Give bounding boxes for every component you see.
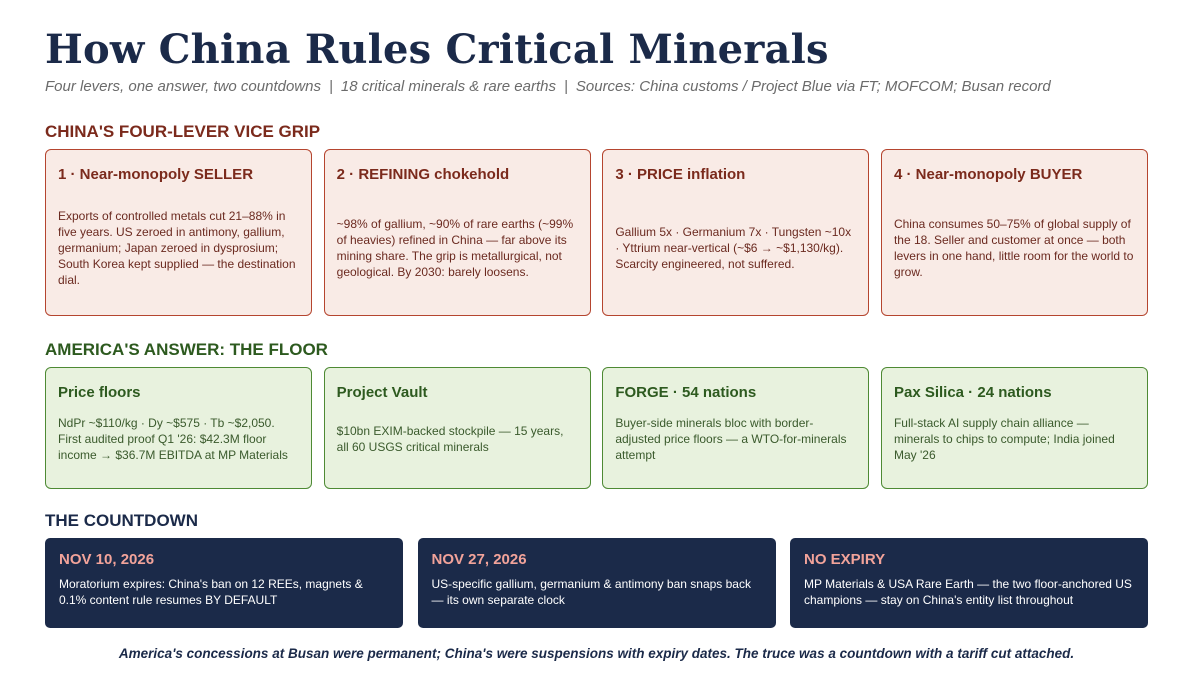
page: [45, 0, 1148, 675]
page-title: How China Rules Critical Minerals: [45, 26, 829, 73]
card-title: 4 · Near-monopoly BUYER: [893, 166, 1083, 183]
card-body-text: MP Materials & USA Rare Earth — the two floor-anchored US champions — stay on China's entity list throughout: [804, 577, 1132, 607]
section-heading-vice-grip: CHINA'S FOUR-LEVER VICE GRIP: [45, 122, 321, 141]
card-body-text: China consumes 50–75% of global supply of the 18. Seller and customer at once — both levers in one hand, little room for the world to grow.: [893, 217, 1134, 279]
card-body-text: Moratorium expires: China's ban on 12 REEs, magnets & 0.1% content rule resumes BY DEFAULT: [59, 577, 363, 607]
page-subtitle: [45, 78, 1051, 95]
card-title: 1 · Near-monopoly SELLER: [58, 166, 254, 183]
floor-card-forge: [602, 367, 869, 489]
card-body-text: Exports of controlled metals cut 21–88% in five years. US zeroed in antimony, gallium, germanium; Japan zeroed in dysprosium; South Korea kept supplied — the destination dial.: [58, 209, 296, 287]
subtitle-separator: |: [563, 78, 568, 95]
card-body: [337, 401, 578, 476]
card-body-text: Full-stack AI supply chain alliance — minerals to chips to compute; India joined May '26: [893, 415, 1115, 462]
countdown-date: NOV 10, 2026: [59, 551, 155, 568]
card-body: [615, 183, 856, 303]
card-body: [615, 401, 856, 476]
card-title: 2 · REFINING chokehold: [336, 166, 510, 183]
subtitle-part: Sources: China customs / Project Blue via FT; MOFCOM; Busan record: [575, 78, 1051, 95]
section-heading-floor: AMERICA'S ANSWER: THE FLOOR: [45, 340, 328, 359]
card-title: Price floors: [58, 384, 141, 401]
card-body: [894, 401, 1135, 476]
card-body-text: NdPr ~$110/kg · Dy ~$575 · Tb ~$2,050. First audited proof Q1 '26: $42.3M floor income → $36.7M EBITDA at MP Materials: [58, 415, 288, 462]
vice-grip-cards: [45, 149, 1148, 316]
card-body: [894, 183, 1135, 303]
card-title: Project Vault: [336, 384, 428, 401]
lever-card-buyer: [881, 149, 1148, 316]
card-title: 3 · PRICE inflation: [615, 166, 746, 183]
lever-card-seller: [45, 149, 312, 316]
section-heading-countdown: THE COUNTDOWN: [45, 511, 198, 530]
floor-card-price-floors: [45, 367, 312, 489]
card-body: [58, 183, 299, 303]
card-body-text: Gallium 5x · Germanium 7x · Tungsten ~10x · Yttrium near-vertical (~$6 → ~$1,130/kg). Scarcity engineered, not suffered.: [615, 225, 852, 271]
card-body-text: $10bn EXIM-backed stockpile — 15 years, all 60 USGS critical minerals: [336, 423, 564, 454]
card-body: [59, 568, 389, 618]
countdown-cards: [45, 538, 1148, 628]
card-body-text: Buyer-side minerals bloc with border-adjusted price floors — a WTO-for-minerals attempt: [615, 415, 847, 462]
countdown-card-nov-10: [45, 538, 403, 628]
subtitle-separator: |: [328, 78, 333, 95]
countdown-date: NOV 27, 2026: [431, 551, 527, 568]
subtitle-part: 18 critical minerals & rare earths: [340, 78, 556, 95]
footer-note: America's concessions at Busan were permanent; China's were suspensions with expiry dates. The truce was a countdown with a tariff cut attached.: [118, 646, 1075, 661]
floor-card-pax-silica: [881, 367, 1148, 489]
card-body: [58, 401, 299, 476]
subtitle-part: Four levers, one answer, two countdowns: [45, 78, 321, 95]
countdown-card-no-expiry: [790, 538, 1148, 628]
card-body: [337, 183, 578, 303]
card-title: Pax Silica · 24 nations: [893, 384, 1052, 401]
lever-card-price: [602, 149, 869, 316]
card-body: [804, 568, 1134, 618]
countdown-card-nov-27: [418, 538, 776, 628]
floor-card-project-vault: [324, 367, 591, 489]
floor-cards: [45, 367, 1148, 489]
lever-card-refining: [324, 149, 591, 316]
card-body-text: US-specific gallium, germanium & antimony ban snaps back — its own separate clock: [431, 577, 751, 607]
card-body-text: ~98% of gallium, ~90% of rare earths (~99% of heavies) refined in China — far above its mining share. The grip is metallurgical, not geological. By 2030: barely loosens.: [336, 217, 574, 279]
card-body: [432, 568, 762, 618]
countdown-date: NO EXPIRY: [804, 551, 886, 568]
card-title: FORGE · 54 nations: [615, 384, 757, 401]
